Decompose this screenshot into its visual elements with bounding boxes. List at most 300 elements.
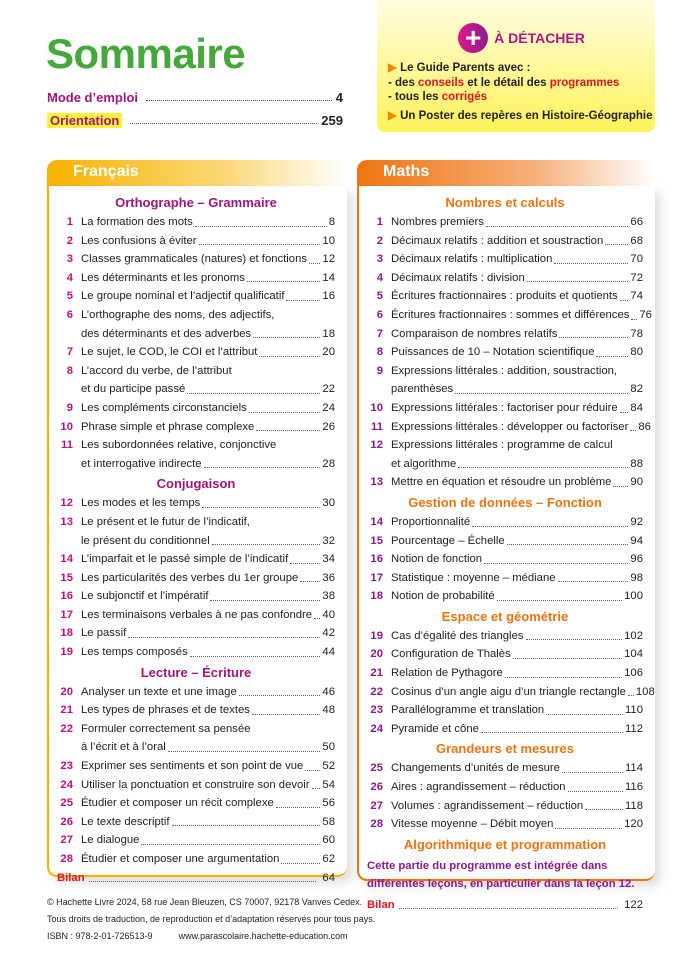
toc-entry[interactable] — [367, 473, 643, 492]
lesson-number: 6 — [376, 308, 383, 321]
dot-leader — [249, 412, 321, 413]
francais-title: Français — [47, 160, 347, 186]
title-text: et interrogative indirecte — [81, 457, 202, 470]
title-line-last — [81, 455, 335, 474]
lesson-title — [391, 701, 643, 720]
title-text: Relation de Pythagore — [391, 667, 503, 680]
title-line-last — [81, 776, 335, 795]
page-number: 94 — [630, 534, 643, 547]
dot-leader — [290, 563, 320, 564]
title-line-last — [391, 325, 643, 344]
dot-leader — [312, 788, 321, 789]
dot-leader — [505, 677, 622, 678]
title-text: Les compléments circonstanciels — [81, 401, 247, 414]
toc-page: 259 — [321, 113, 343, 128]
page-number: 82 — [630, 383, 643, 396]
title-line-last — [391, 759, 643, 778]
bilan-entry[interactable] — [57, 869, 335, 888]
lesson-title — [391, 418, 651, 437]
toc-entry[interactable] — [57, 587, 335, 606]
lesson-number: 13 — [60, 515, 73, 528]
title-text: Étudier et composer un récit complexe — [81, 797, 274, 810]
lesson-title — [391, 306, 652, 325]
title-line-last — [81, 831, 335, 850]
dot-leader — [286, 300, 320, 301]
toc-entry[interactable] — [57, 720, 335, 757]
toc-entry[interactable] — [367, 815, 643, 834]
toc-entry[interactable] — [367, 213, 643, 232]
title-line-last — [81, 399, 335, 418]
dot-leader — [631, 319, 637, 320]
lesson-number: 23 — [60, 760, 73, 773]
toc-entry[interactable] — [57, 494, 335, 513]
toc-entry[interactable] — [57, 436, 335, 473]
title-line-last — [81, 624, 335, 643]
page-number: 98 — [630, 571, 643, 584]
toc-entry[interactable] — [367, 683, 655, 702]
lesson-number: 5 — [376, 290, 383, 303]
title-text: Configuration de Thalès — [391, 648, 511, 661]
title-line: Expressions littérales : programme de calcul — [391, 439, 613, 452]
title-line-last — [391, 399, 643, 418]
dot-leader — [130, 123, 317, 124]
title-line-last — [391, 627, 643, 646]
lesson-title — [391, 720, 643, 739]
dot-leader — [187, 393, 320, 394]
lesson-number: 20 — [60, 685, 73, 698]
toc-entry[interactable] — [57, 606, 335, 625]
toc-entry[interactable] — [367, 720, 643, 739]
toc-entry[interactable] — [57, 813, 335, 832]
page-number: 32 — [322, 534, 335, 547]
toc-entry[interactable] — [367, 759, 643, 778]
toc-entry[interactable] — [57, 701, 335, 720]
isbn: ISBN : 978-2-01-726513-9 — [47, 931, 153, 941]
title-text: Le groupe nominal et l’adjectif qualificatif — [81, 290, 285, 303]
toc-entry[interactable] — [367, 269, 643, 288]
title-line-last — [391, 343, 643, 362]
dot-leader — [613, 486, 628, 487]
lesson-title — [391, 399, 643, 418]
toc-entry[interactable] — [57, 550, 335, 569]
title-line: Les subordonnées relative, conjonctive — [81, 439, 277, 452]
lesson-number: 22 — [60, 722, 73, 735]
dot-leader — [259, 356, 320, 357]
page-number: 54 — [322, 778, 335, 791]
title-line-last — [81, 550, 335, 569]
dot-leader — [568, 791, 623, 792]
title-line-last — [81, 250, 335, 269]
title-text: Pourcentage – Échelle — [391, 534, 505, 547]
lesson-number: 18 — [370, 590, 383, 603]
title-line: L’orthographe des noms, des adjectifs, — [81, 308, 275, 321]
page-number: 52 — [322, 760, 335, 773]
title-line-last — [81, 418, 335, 437]
footer — [47, 894, 375, 945]
toc-entry[interactable] — [57, 213, 335, 232]
lesson-title — [81, 550, 335, 569]
title-line-last — [81, 213, 335, 232]
dot-leader — [399, 908, 619, 909]
lesson-number: 8 — [376, 346, 383, 359]
lesson-number: 14 — [60, 553, 73, 566]
lesson-number: 27 — [370, 799, 383, 812]
title-text: Changements d’unités de mesure — [391, 762, 560, 775]
toc-page: 4 — [335, 90, 343, 105]
dot-leader — [199, 244, 321, 245]
lesson-number: 24 — [370, 722, 383, 735]
title-text: Décimaux relatifs : addition et soustraction — [391, 234, 604, 247]
page-number: 16 — [322, 290, 335, 303]
lesson-number: 26 — [370, 781, 383, 794]
title-line-last — [391, 532, 643, 551]
lesson-title — [81, 569, 335, 588]
dot-leader — [252, 714, 320, 715]
lesson-title — [81, 850, 335, 869]
dot-leader — [455, 393, 628, 394]
page-number: 122 — [624, 898, 643, 911]
toc-entry[interactable] — [367, 550, 643, 569]
title-line-last — [81, 569, 335, 588]
title-line-last — [81, 683, 335, 702]
toc-entry[interactable] — [57, 418, 335, 437]
lesson-number: 12 — [60, 497, 73, 510]
toc-entry[interactable] — [367, 250, 643, 269]
lesson-number: 21 — [370, 667, 383, 680]
page-number: 100 — [624, 590, 643, 603]
lesson-number: 16 — [60, 590, 73, 603]
lesson-number: 17 — [370, 571, 383, 584]
title-line-last — [81, 850, 335, 869]
dot-leader — [507, 544, 629, 545]
dot-leader — [513, 658, 622, 659]
lesson-title — [81, 513, 335, 550]
toc-entry[interactable] — [367, 232, 643, 251]
title-line-last — [391, 778, 643, 797]
dot-leader — [458, 467, 628, 468]
title-line-last — [391, 232, 643, 251]
toc-entry[interactable] — [57, 362, 335, 399]
dot-leader — [89, 881, 317, 882]
page-number: 70 — [630, 253, 643, 266]
toc-entry[interactable] — [57, 757, 335, 776]
title-line-last — [81, 701, 335, 720]
toc-entry[interactable] — [367, 436, 643, 473]
lesson-title — [391, 213, 643, 232]
lesson-number: 15 — [60, 571, 73, 584]
lesson-title — [391, 343, 643, 362]
page-number: 116 — [624, 781, 643, 794]
lesson-number: 18 — [60, 627, 73, 640]
toc-entry[interactable] — [57, 399, 335, 418]
lesson-title — [81, 250, 335, 269]
lesson-title — [391, 473, 643, 492]
dot-leader — [256, 430, 320, 431]
lesson-title — [81, 794, 335, 813]
toc-entry[interactable] — [367, 418, 651, 437]
toc-entry[interactable] — [367, 532, 643, 551]
bilan-entry[interactable] — [367, 896, 643, 915]
title-line-last — [391, 797, 643, 816]
website-link[interactable]: www.parascolaire.hachette-education.com — [178, 931, 348, 941]
title-text: Les déterminants et les pronoms — [81, 271, 245, 284]
lesson-number: 5 — [66, 290, 73, 303]
toc-entry[interactable] — [367, 778, 643, 797]
page-number: 96 — [630, 553, 643, 566]
lesson-number: 22 — [370, 685, 383, 698]
title-text: Les particularités des verbes du 1er groupe — [81, 571, 299, 584]
toc-entry[interactable] — [367, 343, 643, 362]
lesson-number: 11 — [61, 439, 73, 452]
toc-mode-emploi[interactable] — [47, 90, 343, 105]
lesson-number: 28 — [60, 853, 73, 865]
toc-entry[interactable] — [57, 850, 335, 869]
title-text: Décimaux relatifs : multiplication — [391, 253, 553, 266]
page-number: 56 — [322, 797, 335, 810]
toc-entry[interactable] — [57, 831, 335, 850]
lesson-number: 1 — [376, 216, 383, 228]
page-number: 76 — [639, 308, 652, 321]
lesson-number: 21 — [60, 704, 73, 717]
francais-panel — [47, 160, 347, 884]
page-number: 78 — [630, 327, 643, 340]
title-text: Utiliser la ponctuation et construire son devoir — [81, 778, 310, 791]
maths-title: Maths — [357, 160, 655, 186]
title-line-last — [81, 232, 335, 251]
lesson-title — [81, 232, 335, 251]
toc-entry[interactable] — [57, 269, 335, 288]
page-title: Sommaire — [46, 30, 246, 77]
title-line-last — [391, 455, 643, 474]
title-text: Les confusions à éviter — [81, 234, 197, 247]
toc-entry[interactable] — [367, 569, 643, 588]
page-number: 84 — [630, 401, 643, 414]
plus-circle-icon: + — [458, 23, 488, 53]
dot-leader — [620, 412, 629, 413]
title-line-last — [81, 606, 335, 625]
toc-entry[interactable] — [367, 797, 643, 816]
dot-leader — [204, 467, 321, 468]
title-text: Le passif — [81, 627, 127, 640]
title-line-last — [81, 269, 335, 288]
section-heading: Grandeurs et mesures — [435, 741, 574, 757]
page-number: 50 — [322, 741, 335, 754]
page-number: 48 — [322, 704, 335, 717]
guide-line-1: - des conseils et le détail des programmes — [388, 76, 620, 89]
dot-leader — [562, 772, 623, 773]
lesson-title — [391, 513, 643, 532]
lesson-number: 13 — [370, 476, 383, 489]
triangle-bullet-icon: ▶ — [388, 109, 397, 122]
lesson-title — [391, 627, 643, 646]
dot-leader — [239, 695, 321, 696]
lesson-title — [81, 306, 335, 343]
dot-leader — [526, 639, 623, 640]
dot-leader — [190, 656, 321, 657]
section-heading: Espace et géométrie — [441, 608, 569, 624]
lesson-number: 28 — [370, 818, 383, 831]
toc-entry[interactable] — [367, 645, 643, 664]
title-text: Pyramide et cône — [391, 722, 479, 735]
page-number: 92 — [630, 515, 643, 528]
title-text: Proportionnalité — [391, 515, 471, 528]
dot-leader — [596, 356, 628, 357]
lesson-title — [391, 550, 643, 569]
page-number: 74 — [630, 290, 643, 303]
dot-leader — [172, 825, 321, 826]
lesson-title — [391, 436, 643, 473]
title-line-last — [81, 287, 335, 306]
title-text: Statistique : moyenne – médiane — [391, 571, 556, 584]
lesson-title — [81, 418, 335, 437]
lesson-number: 3 — [376, 253, 383, 266]
lesson-number: 26 — [60, 815, 73, 828]
title-line-last — [391, 550, 643, 569]
page-number: 36 — [322, 571, 335, 584]
lesson-number: 23 — [370, 704, 383, 717]
page-number: 114 — [624, 762, 643, 775]
title-line-last — [81, 532, 335, 551]
lesson-title — [81, 269, 335, 288]
title-text: Les modes et les temps — [81, 497, 201, 510]
lesson-title — [391, 587, 643, 606]
page-number: 20 — [322, 346, 335, 359]
toc-entry[interactable] — [57, 643, 335, 662]
page-number: 112 — [624, 722, 643, 735]
lesson-title — [391, 362, 643, 399]
lesson-number: 9 — [376, 364, 383, 377]
title-line-last — [391, 269, 643, 288]
title-line: Le présent et le futur de l’indicatif, — [81, 515, 250, 528]
page-number: 110 — [624, 704, 643, 717]
lesson-number: 6 — [66, 308, 73, 321]
toc-entry[interactable] — [57, 513, 335, 550]
lesson-number: 10 — [60, 420, 73, 433]
lesson-title — [391, 569, 643, 588]
lesson-title — [391, 778, 643, 797]
lesson-title — [391, 664, 643, 683]
title-text: Expressions littérales : développer ou factoriser — [391, 420, 629, 433]
page-number: 44 — [322, 646, 335, 659]
title-text: Phrase simple et phrase complexe — [81, 420, 255, 433]
lesson-title — [81, 494, 335, 513]
lesson-title — [81, 587, 335, 606]
dot-leader — [146, 100, 332, 101]
toc-entry[interactable] — [367, 701, 643, 720]
lesson-number: 19 — [370, 629, 383, 642]
title-line-last — [391, 683, 655, 702]
title-text: Volumes : agrandissement – réduction — [391, 799, 584, 812]
toc-entry[interactable] — [57, 287, 335, 306]
dot-leader — [484, 563, 628, 564]
dot-leader — [628, 695, 634, 696]
dot-leader — [555, 828, 622, 829]
toc-entry[interactable] — [57, 250, 335, 269]
page-number: 118 — [624, 799, 643, 812]
lesson-number: 2 — [66, 234, 73, 247]
title-line-last — [391, 645, 643, 664]
toc-entry[interactable] — [57, 569, 335, 588]
toc-entry[interactable] — [367, 664, 643, 683]
title-text: Cas d’égalité des triangles — [391, 629, 524, 642]
lesson-number: 16 — [370, 553, 383, 566]
toc-entry[interactable] — [57, 794, 335, 813]
dot-leader — [554, 263, 628, 264]
toc-entry[interactable] — [367, 587, 643, 606]
dot-leader — [486, 226, 629, 227]
page-number: 64 — [322, 871, 335, 884]
lesson-number: 2 — [376, 234, 383, 247]
dot-leader — [605, 244, 628, 245]
toc-entry[interactable] — [57, 624, 335, 643]
dot-leader — [168, 751, 321, 752]
toc-entry[interactable] — [57, 232, 335, 251]
toc-entry[interactable] — [367, 306, 652, 325]
dot-leader — [559, 337, 628, 338]
lesson-number: 24 — [60, 778, 73, 791]
toc-entry[interactable] — [367, 513, 643, 532]
maths-panel — [357, 160, 655, 911]
toc-entry[interactable] — [57, 343, 335, 362]
lesson-number: 17 — [60, 608, 73, 621]
title-line-last — [391, 473, 643, 492]
toc-entry[interactable] — [367, 627, 643, 646]
dot-leader — [527, 281, 629, 282]
title-text: des déterminants et des adverbes — [81, 327, 252, 340]
page-number: 108 — [635, 685, 655, 698]
title-line-last — [391, 720, 643, 739]
toc-entry[interactable] — [57, 306, 335, 343]
toc-entry[interactable] — [367, 325, 643, 344]
page-number: 14 — [322, 271, 335, 284]
page-number: 8 — [328, 216, 335, 228]
toc-orientation[interactable] — [47, 113, 343, 128]
dot-leader — [141, 844, 320, 845]
title-text: Décimaux relatifs : division — [391, 271, 525, 284]
lesson-title — [391, 250, 643, 269]
toc-entry[interactable] — [367, 287, 643, 306]
lesson-number: 12 — [370, 439, 383, 452]
lesson-title — [391, 532, 643, 551]
section-heading: Algorithmique et programmation — [403, 836, 607, 852]
toc-entry[interactable] — [57, 683, 335, 702]
dot-leader — [481, 732, 623, 733]
toc-entry[interactable] — [57, 776, 335, 795]
title-text: et algorithme — [391, 457, 457, 470]
lesson-title — [391, 269, 643, 288]
title-text: Les temps composés — [81, 646, 188, 659]
dot-leader — [620, 300, 629, 301]
title-text: Étudier et composer une argumentation — [81, 853, 280, 865]
page-number: 102 — [624, 629, 643, 642]
title-text: Expressions littérales : factoriser pour réduire — [391, 401, 618, 414]
lesson-title — [81, 343, 335, 362]
poster-text: Un Poster des repères en Histoire-Géographie — [400, 109, 653, 122]
page-number: 40 — [322, 608, 335, 621]
lesson-title — [391, 683, 655, 702]
title-line-last — [81, 643, 335, 662]
toc-entry[interactable] — [367, 399, 643, 418]
dot-leader — [585, 809, 623, 810]
toc-entry[interactable] — [367, 362, 643, 399]
title-line-last — [81, 757, 335, 776]
dot-leader — [305, 770, 320, 771]
guide-line-2: - tous les corrigés — [388, 91, 488, 103]
lesson-title — [391, 287, 643, 306]
title-line-last — [391, 664, 643, 683]
title-line-last — [391, 250, 643, 269]
title-line: Formuler correctement sa pensée — [81, 722, 251, 735]
